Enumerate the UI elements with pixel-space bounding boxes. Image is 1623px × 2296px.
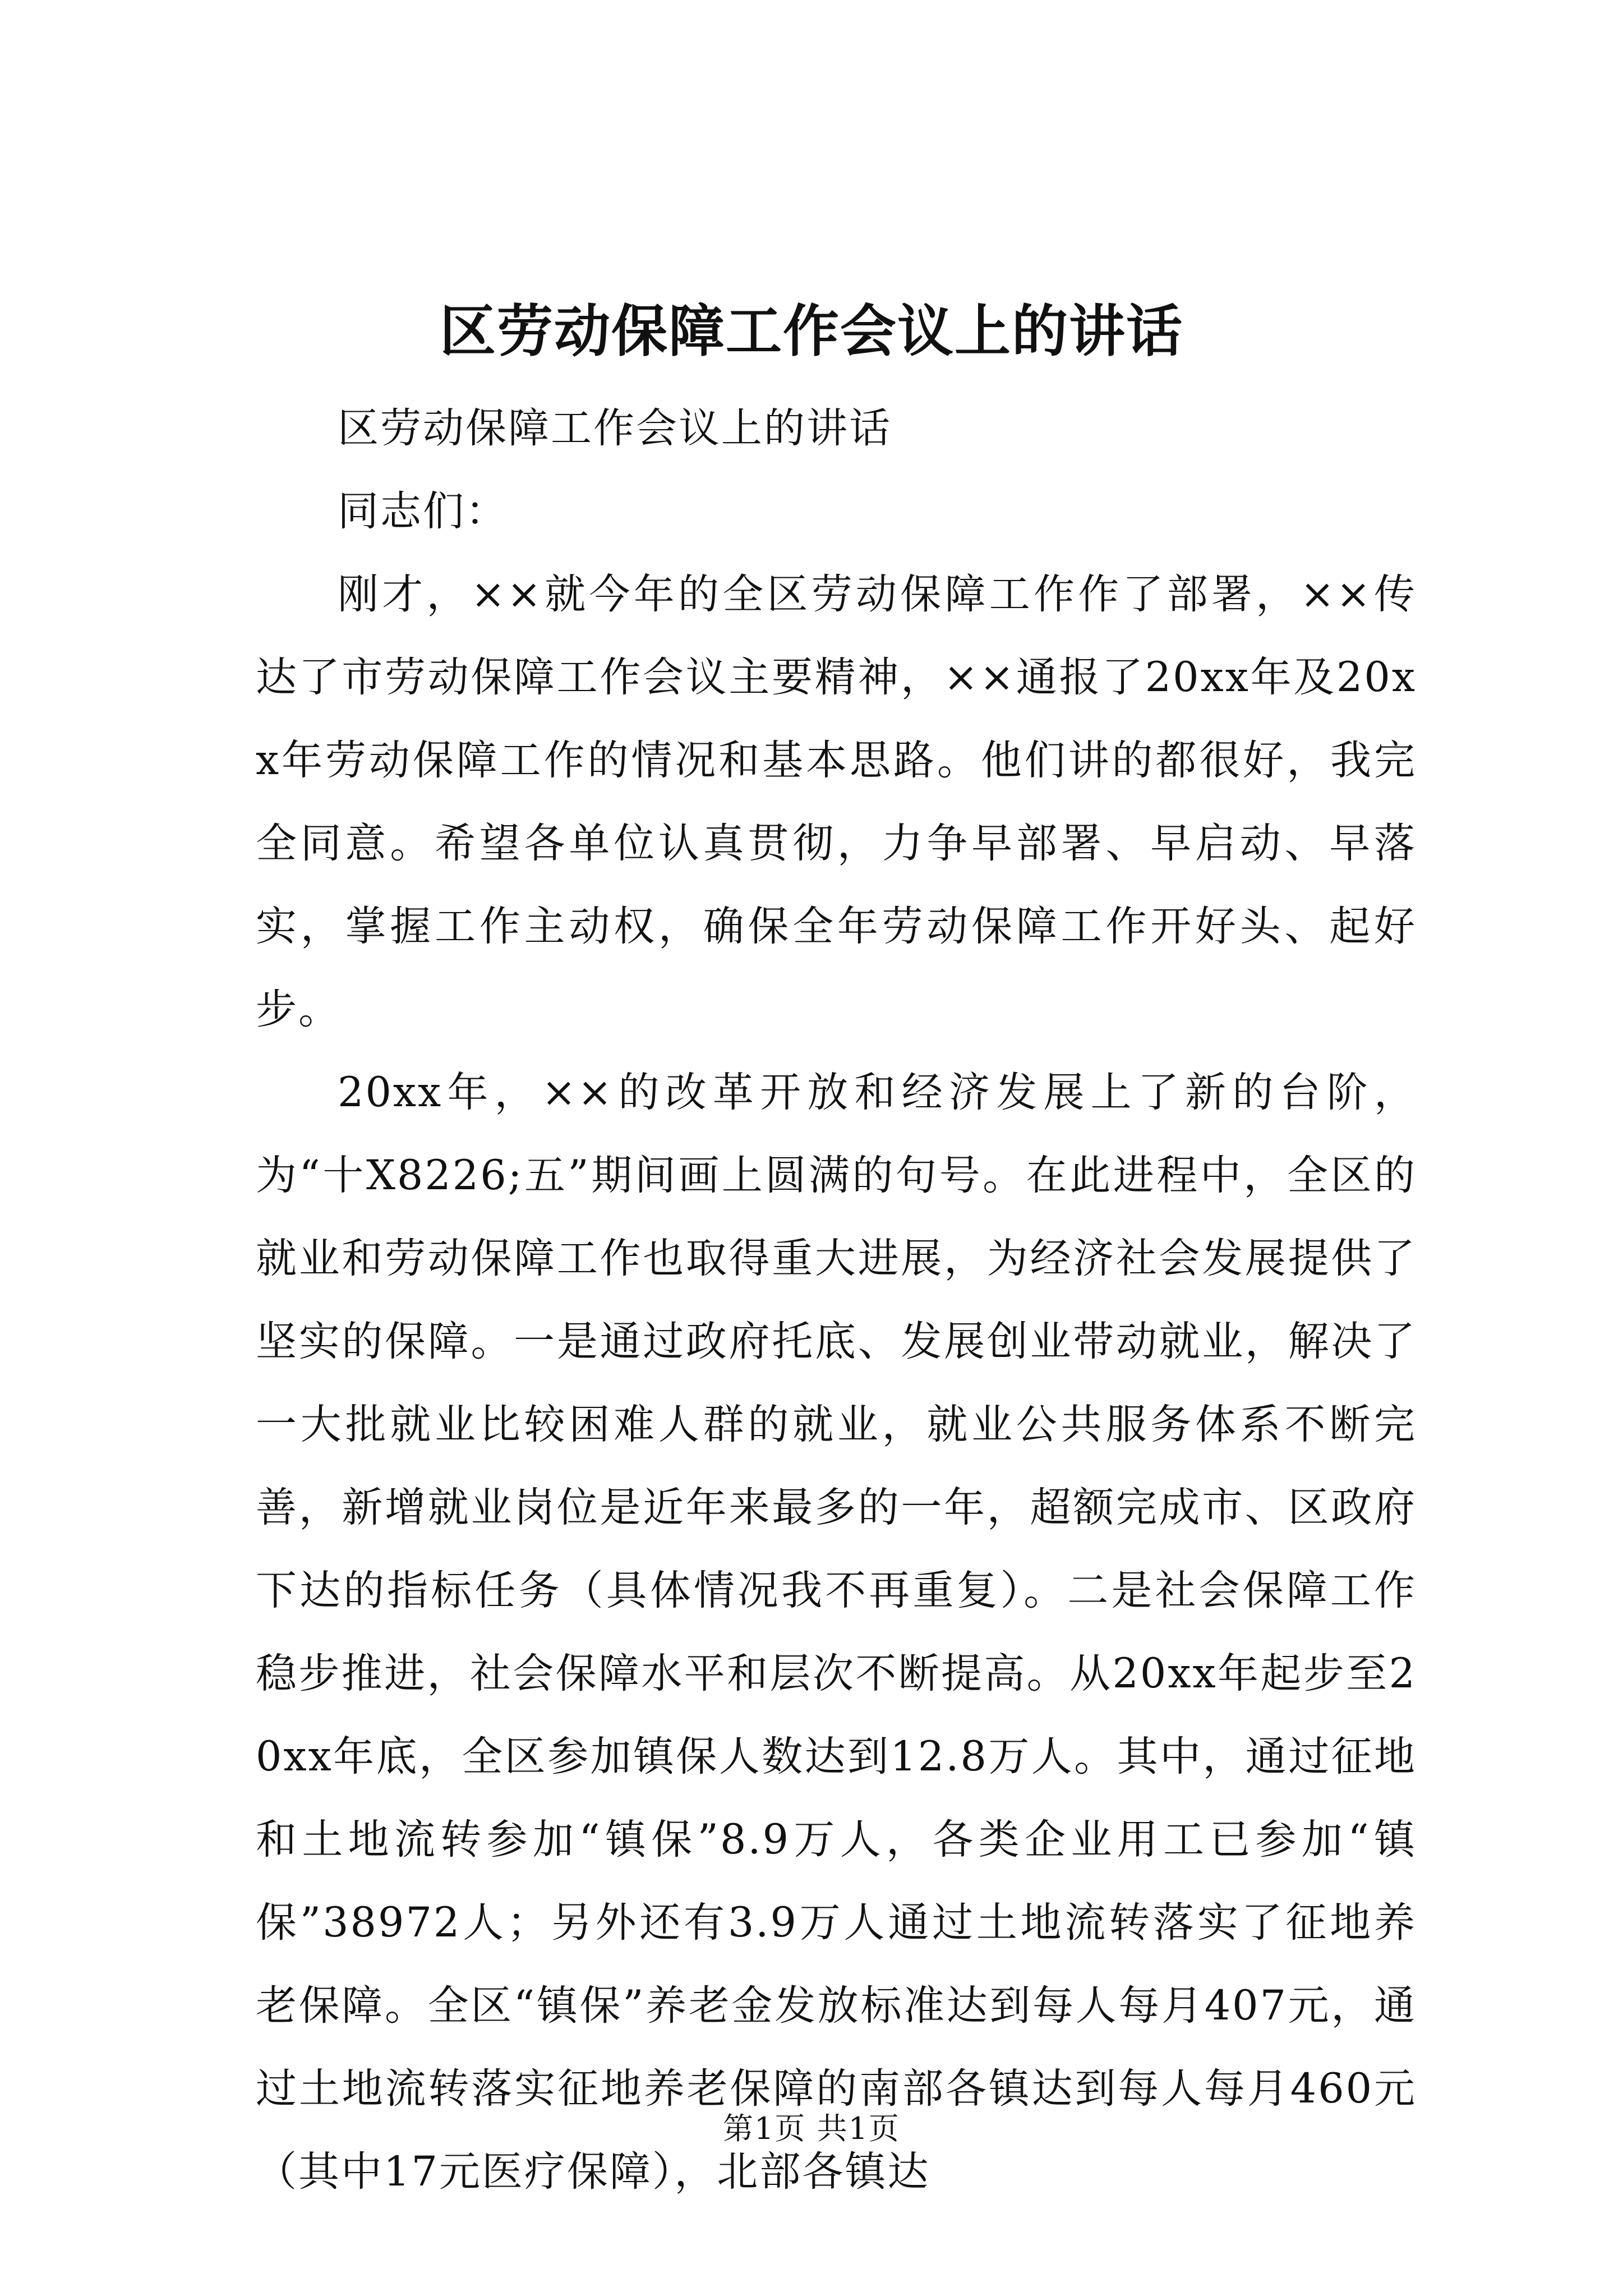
paragraph-subtitle: 区劳动保障工作会议上的讲话: [338, 404, 892, 452]
paragraph-body: 刚才，××就今年的全区劳动保障工作作了部署，××传达了市劳动保障工作会议主要精神，××通报了20xx年及20xx年劳动保障工作的情况和基本思路。他们讲的都很好，我完全同意。希望各单位认真贯彻，力争早部署、早启动、早落实，掌握工作主动权，确保全年劳动保障工作开好头、起好步。: [256, 570, 1417, 1033]
paragraph-body: 20xx年，××的改革开放和经济发展上了新的台阶，为“十X8226;五”期间画上圆满的句号。在此进程中，全区的就业和劳动保障工作也取得重大进展，为经济社会发展提供了坚实的保障。一是通过政府托底、发展创业带动就业，解决了一大批就业比较困难人群的就业，就业公共服务体系不断完善，新增就业岗位是近年来最多的一年，超额完成市、区政府下达的指标任务（具体情况我不再重复）。二是社会保障工作稳步推进，社会保障水平和层次不断提高。从20xx年起步至20xx年底，全区参加镇保人数达到12.8万人。其中，通过征地和土地流转参加“镇保”8.9万人，各类企业用工已参加“镇保”38972人；另外还有3.9万人通过土地流转落实了征地养老保障。全区“镇保”养老金发放标准达到每人每月407元，通过土地流转落实征地养老保障的南部各镇达到每人每月460元（其中17元医疗保障），北部各镇达: [256, 1069, 1417, 2196]
page-number-footer: 第1页 共1页: [723, 2111, 900, 2146]
paragraph-salutation: 同志们：: [338, 487, 508, 535]
page-title: 区劳动保障工作会议上的讲话: [440, 298, 1183, 364]
document-body: [256, 387, 1417, 2214]
